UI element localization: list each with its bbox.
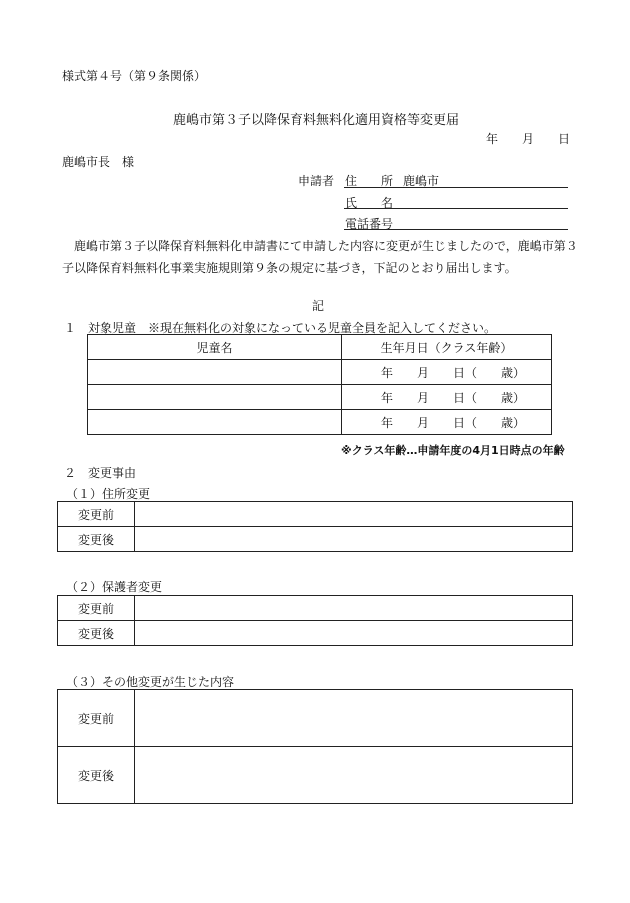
col-birth-date: 生年月日（クラス年齢）	[342, 335, 552, 360]
table-row	[58, 690, 573, 747]
child-name-cell[interactable]	[88, 410, 342, 435]
child-table	[87, 334, 552, 435]
child-table-header	[88, 335, 552, 360]
name-underline	[344, 208, 568, 209]
other-change-table	[57, 689, 573, 804]
sub1-heading: （１）住所変更	[66, 487, 151, 501]
before-label: 変更前	[58, 502, 135, 527]
address-change-table	[57, 501, 573, 552]
after-label: 変更後	[58, 621, 135, 646]
sub3-heading: （３）その他変更が生じた内容	[66, 675, 235, 689]
date-line: 年 月 日	[486, 132, 571, 146]
table-row	[88, 360, 552, 385]
name-label: 氏 名	[345, 196, 394, 210]
address-field[interactable]: 鹿嶋市	[403, 174, 440, 188]
address-underline	[344, 187, 568, 188]
guardian-before-field[interactable]	[135, 596, 573, 621]
body-text-line2: 子以降保育料無料化事業実施規則第９条の規定に基づき，下記のとおり届出します。	[62, 261, 517, 275]
table-row	[88, 385, 552, 410]
child-name-cell[interactable]	[88, 385, 342, 410]
applicant-label: 申請者	[298, 174, 335, 188]
guardian-after-field[interactable]	[135, 621, 573, 646]
form-number: 様式第４号（第９条関係）	[62, 69, 207, 83]
table-row	[58, 621, 573, 646]
section1-heading: １ 対象児童 ※現在無料化の対象になっている児童全員を記入してください。	[64, 321, 497, 335]
table-row	[58, 527, 573, 552]
child-name-cell[interactable]	[88, 360, 342, 385]
other-after-field[interactable]	[135, 747, 573, 804]
address-before-field[interactable]	[135, 502, 573, 527]
addressee: 鹿嶋市長 様	[62, 155, 135, 169]
guardian-change-table	[57, 595, 573, 646]
table-row	[88, 410, 552, 435]
after-label: 変更後	[58, 747, 135, 804]
table-row	[58, 596, 573, 621]
class-age-note: ※クラス年齢…申請年度の4月1日時点の年齢	[341, 444, 565, 457]
phone-label: 電話番号	[345, 217, 394, 231]
page-title: 鹿嶋市第３子以降保育料無料化適用資格等変更届	[173, 113, 460, 128]
body-text-line1: 鹿嶋市第３子以降保育料無料化申請書にて申請した内容に変更が生じましたので，鹿嶋市第３	[74, 239, 578, 253]
birth-date-cell[interactable]: 年 月 日（ 歳）	[342, 385, 552, 410]
table-row	[58, 747, 573, 804]
before-label: 変更前	[58, 690, 135, 747]
table-row	[58, 502, 573, 527]
address-label: 住 所	[345, 174, 394, 188]
birth-date-cell[interactable]: 年 月 日（ 歳）	[342, 360, 552, 385]
after-label: 変更後	[58, 527, 135, 552]
other-before-field[interactable]	[135, 690, 573, 747]
ki-label: 記	[312, 299, 325, 313]
col-child-name: 児童名	[88, 335, 342, 360]
birth-date-cell[interactable]: 年 月 日（ 歳）	[342, 410, 552, 435]
address-after-field[interactable]	[135, 527, 573, 552]
sub2-heading: （２）保護者変更	[66, 580, 163, 594]
before-label: 変更前	[58, 596, 135, 621]
phone-underline	[344, 229, 568, 230]
section2-heading: ２ 変更事由	[64, 466, 137, 480]
